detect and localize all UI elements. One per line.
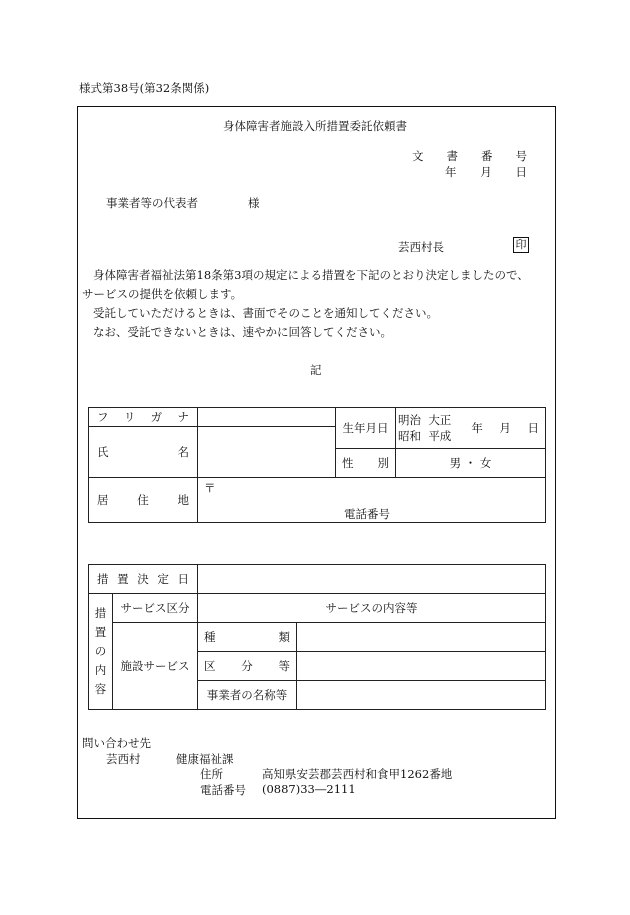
body-line: なお、受託できないときは、速やかに回答してください。 [93, 325, 392, 339]
seal-mark [513, 237, 529, 253]
kind-field[interactable] [297, 623, 546, 652]
era-meiji: 明治 [398, 413, 421, 427]
date-label [445, 164, 527, 180]
doc-number-char: 書 [446, 149, 458, 163]
phone-label: 電話番号 [344, 507, 390, 521]
seal-icon: 印 [513, 237, 529, 253]
contents-vertical-label: 措 置 の 内 容 [89, 594, 113, 710]
era-heisei: 平成 [428, 429, 452, 443]
service-category-label: サービス区分 [113, 594, 198, 623]
furigana-label: フ リ ガ ナ [89, 408, 198, 427]
address-field[interactable] [198, 478, 546, 523]
era-options [396, 412, 451, 444]
doc-number-char: 番 [481, 149, 493, 163]
division-label: 区 分 等 [198, 652, 297, 681]
division-field[interactable] [297, 652, 546, 681]
person-table [88, 407, 546, 523]
service-contents-header: サービスの内容等 [198, 594, 546, 623]
sender: 芸西村長 [398, 240, 444, 254]
birth-label: 生年月日 [336, 408, 396, 449]
addressee: 事業者等の代表者 [106, 196, 198, 210]
kind-label: 種 類 [198, 623, 297, 652]
era-showa: 昭和 [398, 429, 421, 443]
contact-village: 芸西村 [106, 752, 141, 766]
doc-number-char: 文 [412, 149, 424, 163]
body-line: サービスの提供を依頼します。 [82, 287, 243, 301]
contact-address: 高知県安芸郡芸西村和食甲1262番地 [262, 767, 453, 781]
name-field[interactable] [198, 427, 336, 478]
furigana-field[interactable] [198, 408, 336, 427]
addressee-suffix: 様 [248, 196, 260, 210]
date-day: 日 [515, 165, 527, 179]
contact-phone-label: 電話番号 [200, 783, 246, 797]
doc-number-char: 号 [515, 149, 527, 163]
body-line: 受託していただけるときは、書面でそのことを通知してください。 [93, 306, 438, 320]
facility-service-label: 施設サービス [113, 623, 198, 710]
birth-ymd: 年 月 日 [471, 421, 539, 435]
postal-mark: 〒 [204, 481, 216, 495]
body-text [82, 266, 552, 342]
contact-heading: 問い合わせ先 [82, 736, 151, 750]
measure-table [88, 564, 546, 710]
era-taisho: 大正 [428, 413, 452, 427]
date-year: 年 [445, 165, 457, 179]
date-month: 月 [480, 165, 492, 179]
form-number: 様式第38号(第32条関係) [79, 81, 210, 95]
provider-name-field[interactable] [297, 681, 546, 710]
document-title: 身体障害者施設入所措置委託依頼書 [223, 119, 407, 133]
doc-number-label [412, 148, 527, 164]
name-label: 氏 名 [89, 427, 198, 478]
provider-name-label: 事業者の名称等 [198, 681, 297, 710]
contact-address-label: 住所 [200, 767, 223, 781]
body-line: 身体障害者福祉法第18条第3項の規定による措置を下記のとおり決定しましたので、 [93, 268, 529, 282]
address-label: 居 住 地 [89, 478, 198, 523]
birth-field[interactable] [396, 408, 546, 449]
decision-date-field[interactable] [198, 565, 546, 594]
sex-label: 性 別 [336, 449, 396, 478]
sex-field[interactable]: 男 ・ 女 [396, 449, 546, 478]
ki-label: 記 [310, 363, 322, 377]
contact-phone: (0887)33―2111 [262, 782, 356, 796]
contact-section: 健康福祉課 [176, 752, 234, 766]
decision-date-label: 措 置 決 定 日 [89, 565, 198, 594]
